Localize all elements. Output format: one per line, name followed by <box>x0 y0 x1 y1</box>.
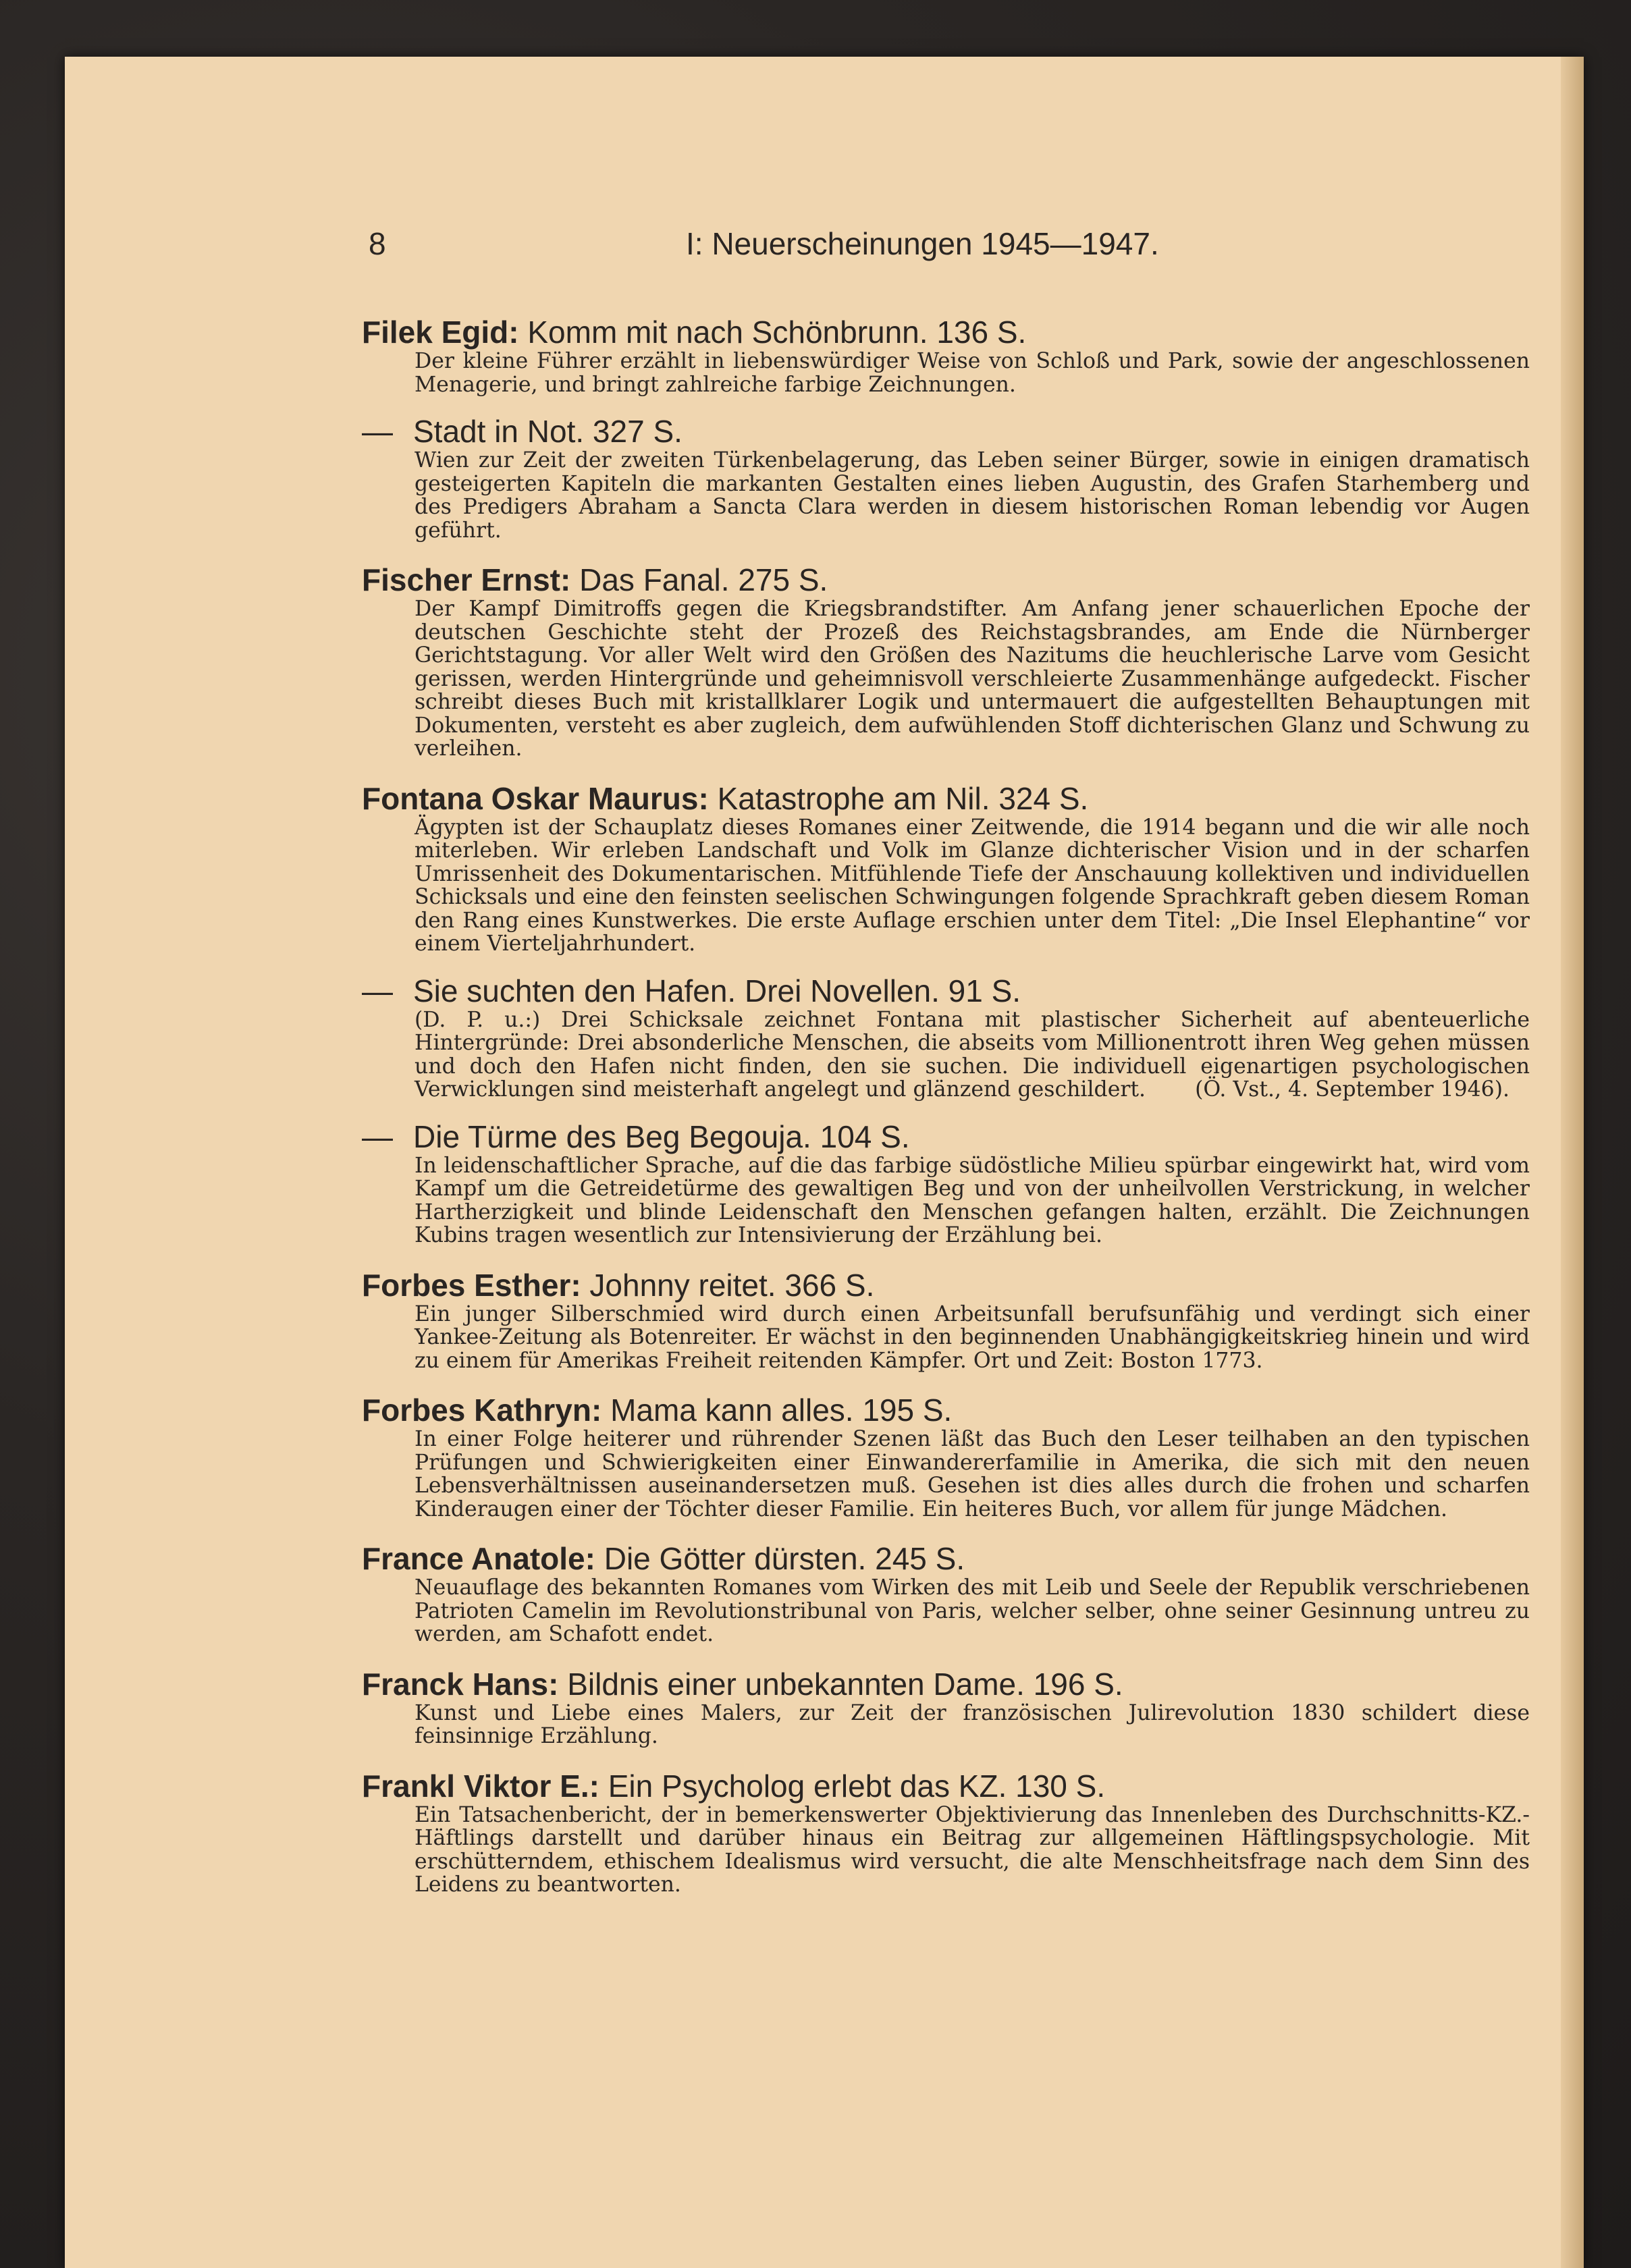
entry-title: Die Götter dürsten. <box>604 1541 867 1576</box>
entry-title: Die Türme des Beg Begouja. <box>413 1118 811 1154</box>
entry-separator: : <box>585 1541 595 1576</box>
entry-author: Fontana Oskar Maurus <box>362 780 699 816</box>
entry-description: Der kleine Führer erzählt in liebenswürdiger Weise von Schloß und Park, sowie der angeschlossenen Menagerie, und bringt zahlreiche farbige Zeichnungen. <box>415 349 1530 397</box>
entry-description: Ein junger Silberschmied wird durch einen Arbeitsunfall berufsunfähig und verdingt sich einer Yankee-Zeitung als Botenreiter. Er wächst in den beginnenden Unabhängigkeitskrieg hinein und wird zu einem für Amerikas Freiheit reitenden Kämpfer. Ort und Zeit: Boston 1773. <box>415 1301 1530 1373</box>
entry-separator: : <box>570 1267 581 1303</box>
entry-separator: : <box>560 562 571 597</box>
entry-author: Forbes Kathryn <box>362 1393 591 1428</box>
entry-pages: 324 S. <box>998 780 1089 816</box>
bibliography-entry <box>294 1268 1530 1373</box>
entry-heading <box>362 315 1530 350</box>
entry-description: Ein Tatsachenbericht, der in bemerkenswerter Objektivierung das Innenleben des Durchschnitts-KZ.-Häftlings darstellt und darüber hinaus ein Beitrag zur allgemeinen Häftlingspsychologie. Mit erschütterndem, ethischem Idealismus wird versucht, die alte Menschheitsfrage nach dem Sinn des Leidens zu beantworten. <box>415 1802 1530 1897</box>
entry-heading <box>362 562 1530 597</box>
entry-dash: — <box>362 1118 393 1154</box>
entry-title: Sie suchten den Hafen. Drei Novellen. <box>413 973 940 1008</box>
entry-pages: 130 S. <box>1015 1768 1106 1804</box>
entry-heading <box>362 1541 1530 1576</box>
running-head <box>294 225 1530 273</box>
entry-title: Stadt in Not. <box>413 414 585 449</box>
entry-dash: — <box>362 414 393 449</box>
entry-separator: : <box>548 1666 559 1702</box>
entry-description-text: (D. P. u.:) Drei Schicksale zeichnet Fontana mit plastischer Sicherheit auf abenteuerliche Hintergründe: Drei absonderliche Menschen, die abseits vom Millionentrott ihren Weg gehen müssen und doch den Hafen nicht finden, den sie suchen. Die individuell eigenartigen psychologischen Verwicklungen sind meisterhaft angelegt und glänzend geschildert. <box>415 1007 1530 1102</box>
entry-description: Der Kampf Dimitroffs gegen die Kriegsbrandstifter. Am Anfang jener schauerlichen Epoche der deutschen Geschichte steht der Prozeß des Reichstagsbrandes, am Ende die Nürnberger Gerichtstagung. Vor aller Welt wird den Größen des Nazitums die heuchlerische Larve vom Gesicht gerissen, werden Hintergründe und geheimnisvoll verschleierte Zusammenhänge aufgedeckt. Fischer schreibt dieses Buch mit kristallklarer Logik und untermauert die aufgestellten Behauptungen mit Dokumenten, versteht es aber zugleich, dem aufwühlenden Stoff dichterischen Glanz und Schwung zu verleihen. <box>415 597 1530 761</box>
entry-pages: 366 S. <box>784 1267 875 1303</box>
bibliography-entry <box>294 1667 1530 1748</box>
bibliography-entry <box>294 781 1530 956</box>
entry-description: Ägypten ist der Schauplatz dieses Romanes einer Zeitwende, die 1914 begann und die wir alle noch miterleben. Wir erleben Landschaft und Volk im Glanze dichterischer Vision und in der scharfen Umrissenheit des Dokumentarischen. Mitfühlende Tiefe der Anschauung kollektiven und individuellen Schicksals und eine den feinsten seelischen Schwingungen folgende Sprachkraft geben diesem Roman den Rang eines Kunstwerkes. Die erste Auflage erschien unter dem Titel: „Die Insel Elephantine“ vor einem Vierteljahrhundert. <box>415 815 1530 956</box>
entry-author: France Anatole <box>362 1541 585 1576</box>
running-title: I: Neuerscheinungen 1945—1947. <box>686 226 1159 261</box>
entry-separator: : <box>589 1768 599 1804</box>
bibliography-entry <box>294 1393 1530 1521</box>
entry-heading <box>362 1667 1530 1702</box>
entry-description <box>415 1008 1530 1102</box>
entry-pages: 275 S. <box>738 562 828 597</box>
entry-title: Katastrophe am Nil. <box>717 780 990 816</box>
entry-author: Fischer Ernst <box>362 562 560 597</box>
bibliography-entry <box>294 973 1530 1102</box>
entry-title: Mama kann alles. <box>610 1393 854 1428</box>
entry-title: Das Fanal. <box>579 562 730 597</box>
entry-description: In einer Folge heiterer und rührender Szenen läßt das Buch den Leser teilhaben an den typischen Prüfungen und Schwierigkeiten einer Einwandererfamilie in Amerika, die sich mit den neuen Lebensverhältnissen auseinandersetzen muß. Gesehen ist dies alles durch die frohen und scharfen Kinderaugen einer der Töchter dieser Familie. Ein heiteres Buch, vor allem für junge Mädchen. <box>415 1427 1530 1521</box>
entry-pages: 195 S. <box>862 1393 953 1428</box>
bibliography-entry <box>294 414 1530 542</box>
entry-separator: : <box>591 1393 602 1428</box>
entry-pages: 91 S. <box>948 973 1021 1008</box>
bibliography-entry <box>294 562 1530 761</box>
entry-author: Filek Egid <box>362 315 509 350</box>
entry-pages: 136 S. <box>936 315 1027 350</box>
entry-dash: — <box>362 973 393 1008</box>
bibliography-entry <box>294 1769 1530 1897</box>
entry-title: Komm mit nach Schönbrunn. <box>527 315 928 350</box>
entry-pages: 327 S. <box>592 414 683 449</box>
entry-heading <box>362 1268 1530 1303</box>
entry-pages: 104 S. <box>820 1118 910 1154</box>
bibliography-entry <box>294 1119 1530 1247</box>
entry-pages: 245 S. <box>875 1541 965 1576</box>
entry-description: Wien zur Zeit der zweiten Türkenbelagerung, das Leben seiner Bürger, sowie in einigen dramatisch gesteigerten Kapiteln die markanten Gestalten eines lieben Augustin, des Grafen Starhemberg und des Predigers Abraham a Sancta Clara werden in diesem historischen Roman lebendig vor Augen geführt. <box>415 448 1530 543</box>
page-content <box>294 225 1530 1917</box>
entry-heading <box>362 781 1530 816</box>
entry-pages: 196 S. <box>1033 1666 1123 1702</box>
entry-title: Ein Psycholog erlebt das KZ. <box>608 1768 1007 1804</box>
bibliography-entry <box>294 315 1530 396</box>
entry-heading <box>362 973 1530 1008</box>
book-page <box>65 57 1584 2268</box>
bibliography-entry <box>294 1541 1530 1646</box>
entry-description: Kunst und Liebe eines Malers, zur Zeit der französischen Julirevolution 1830 schildert diese feinsinnige Erzählung. <box>415 1700 1530 1748</box>
entry-description: In leidenschaftlicher Sprache, auf die das farbige südöstliche Milieu spürbar eingewirkt hat, wird vom Kampf um die Getreidetürme des gewaltigen Beg und von der unheilvollen Verstrickung, in welcher Hartherzigkeit und blinde Leidenschaft den Menschen gefangen halten, erzählt. Die Zeichnungen Kubins tragen wesentlich zur Intensivierung der Erzählung bei. <box>415 1153 1530 1247</box>
entry-author: Frankl Viktor E. <box>362 1768 589 1804</box>
entry-description: Neuauflage des bekannten Romanes vom Wirken des mit Leib und Seele der Republik verschriebenen Patrioten Camelin im Revolutionstribunal von Paris, welcher selber, ohne seiner Gesinnung untreu zu werden, am Schafott endet. <box>415 1575 1530 1646</box>
entry-heading <box>362 1769 1530 1804</box>
entry-source: (Ö. Vst., 4. September 1946). <box>1195 1077 1509 1102</box>
entry-separator: : <box>698 780 709 816</box>
entry-title: Bildnis einer unbekannten Dame. <box>567 1666 1025 1702</box>
entry-heading <box>362 1393 1530 1428</box>
entry-author: Forbes Esther <box>362 1267 571 1303</box>
entry-author: Franck Hans <box>362 1666 549 1702</box>
page-number: 8 <box>369 226 386 261</box>
entry-separator: : <box>508 315 519 350</box>
entry-title: Johnny reitet. <box>589 1267 776 1303</box>
entry-heading <box>362 414 1530 449</box>
entry-heading <box>362 1119 1530 1154</box>
